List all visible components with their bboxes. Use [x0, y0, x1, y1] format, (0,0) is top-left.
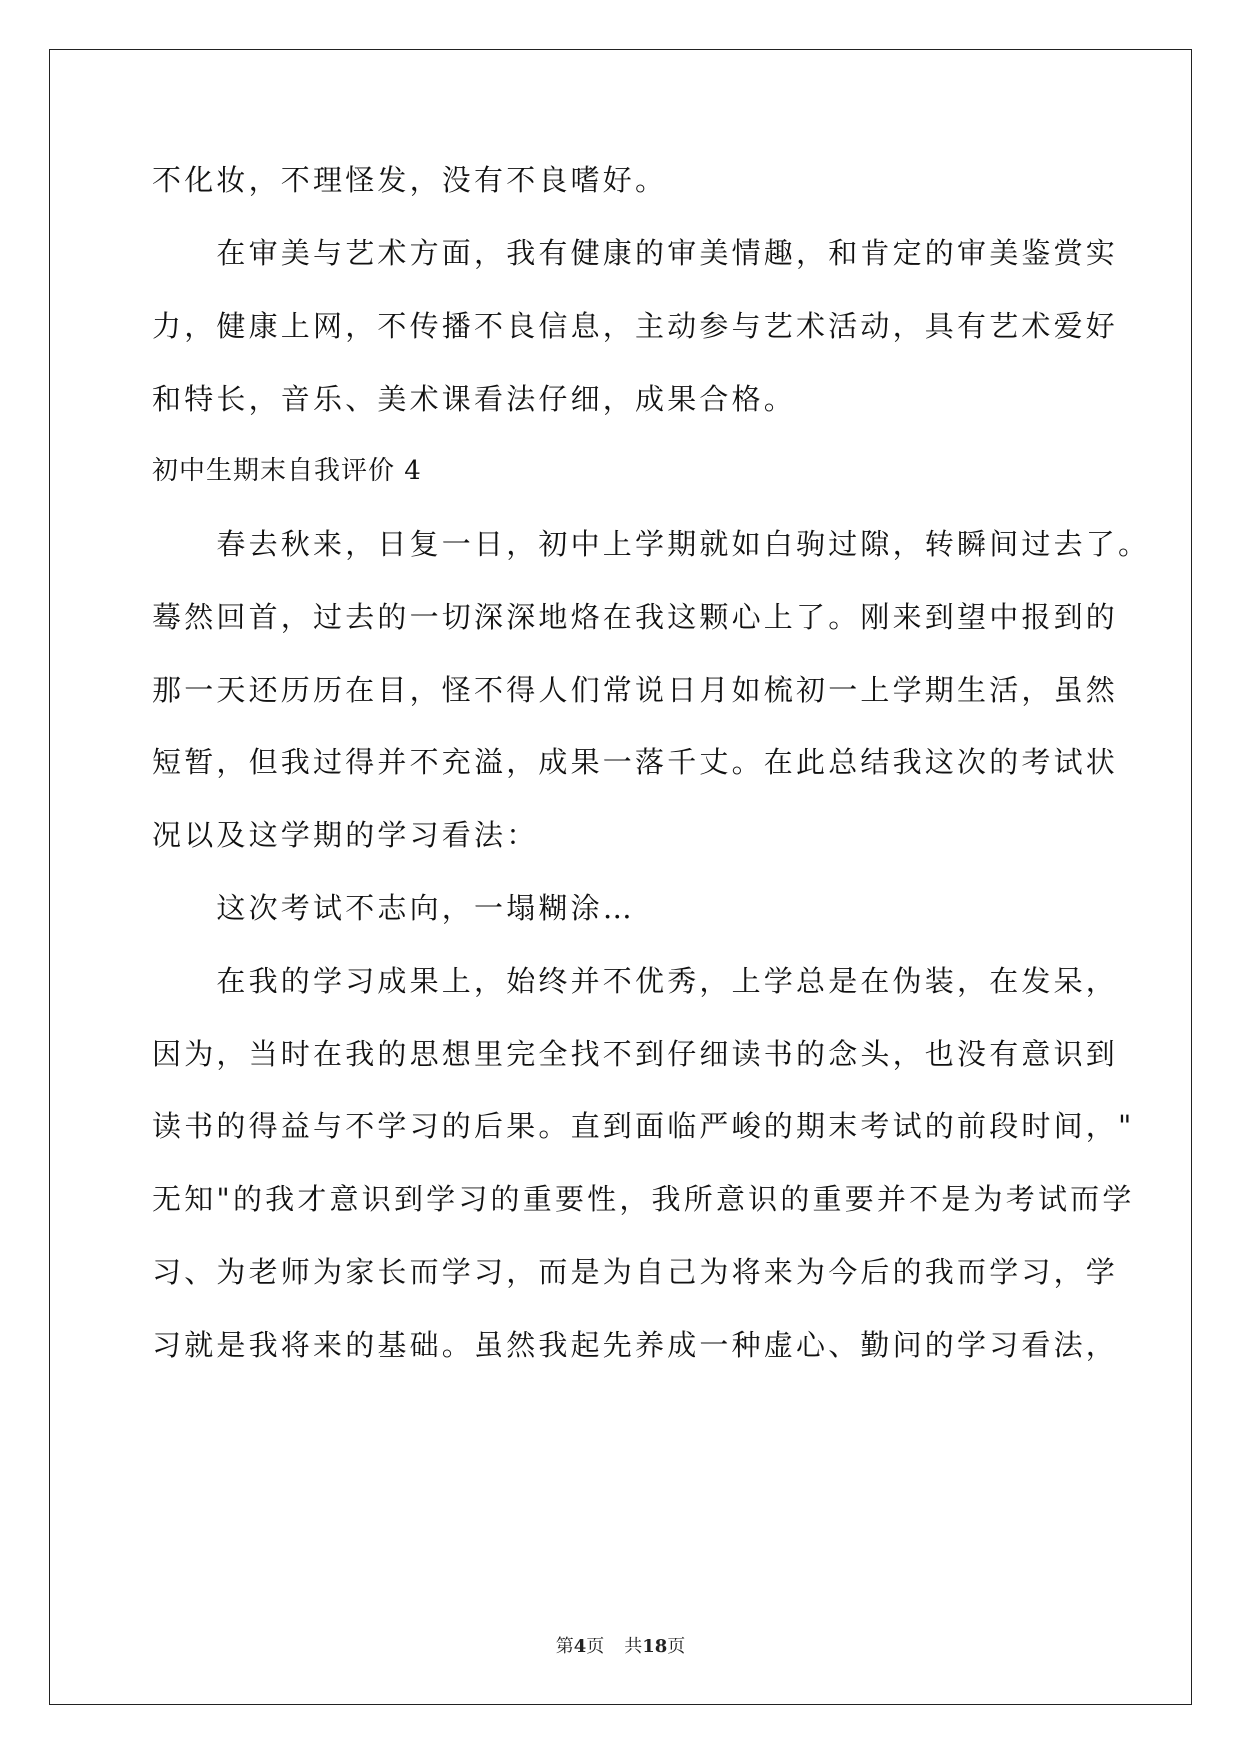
- page-footer: [0, 1632, 1241, 1658]
- page-prefix: 第: [555, 1636, 574, 1657]
- text-line: 无知"的我才意识到学习的重要性，我所意识的重要并不是为考试而学: [152, 1182, 1135, 1216]
- text-line: 力，健康上网，不传播不良信息，主动参与艺术活动，具有艺术爱好: [152, 309, 1119, 343]
- total-prefix: 共: [624, 1636, 643, 1657]
- paragraph-spring-line: 春去秋来，日复一日，初中上学期就如白驹过隙，转瞬间过去了。: [152, 527, 1151, 561]
- text-line: 习、为老师为家长而学习，而是为自己为将来为今后的我而学习，学: [152, 1255, 1119, 1289]
- paragraph-exam-line: 这次考试不志向，一塌糊涂…: [152, 891, 636, 925]
- text-line: 况以及这学期的学习看法：: [152, 818, 539, 852]
- page-frame: [49, 49, 1192, 1705]
- text-line: 蓦然回首，过去的一切深深地烙在我这颗心上了。刚来到望中报到的: [152, 600, 1119, 634]
- text-line: 短暂，但我过得并不充溢，成果一落千丈。在此总结我这次的考试状: [152, 745, 1119, 779]
- text-line: 习就是我将来的基础。虽然我起先养成一种虚心、勤问的学习看法，: [152, 1328, 1119, 1362]
- text-line: 和特长，音乐、美术课看法仔细，成果合格。: [152, 382, 797, 416]
- total-suffix: 页: [667, 1636, 686, 1657]
- section-heading: 初中生期末自我评价 4: [152, 456, 422, 486]
- text-line: 不化妆，不理怪发，没有不良嗜好。: [152, 163, 668, 197]
- text-line: 那一天还历历在目，怪不得人们常说日月如梳初一上学期生活，虽然: [152, 673, 1119, 707]
- paragraph-study-line: 在我的学习成果上，始终并不优秀，上学总是在伪装，在发呆，: [152, 964, 1119, 998]
- page-suffix: 页: [586, 1636, 605, 1657]
- page-current: 4: [573, 1636, 587, 1657]
- text-line: 因为，当时在我的思想里完全找不到仔细读书的念头，也没有意识到: [152, 1037, 1119, 1071]
- paragraph-aesthetics-line: 在审美与艺术方面，我有健康的审美情趣，和肯定的审美鉴赏实: [152, 236, 1119, 270]
- text-line: 读书的得益与不学习的后果。直到面临严峻的期末考试的前段时间，": [152, 1109, 1135, 1143]
- page-total: 18: [642, 1636, 668, 1657]
